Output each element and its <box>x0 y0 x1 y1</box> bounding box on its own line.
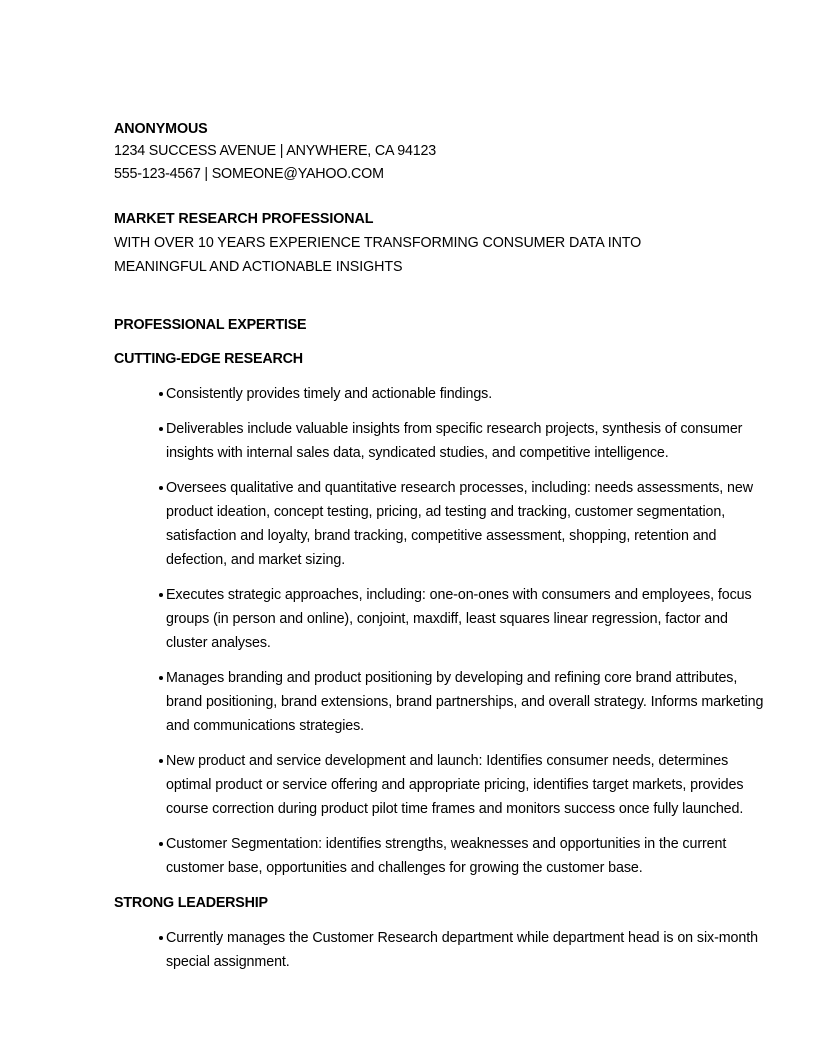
list-item: Consistently provides timely and actionable findings. <box>114 382 766 406</box>
contact-address: 1234 SUCCESS AVENUE | ANYWHERE, CA 94123 <box>114 143 437 159</box>
list-item: Currently manages the Customer Research department while department head is on six-month special assignment. <box>114 926 766 974</box>
list-item: Deliverables include valuable insights from specific research projects, synthesis of consumer insights with internal sales data, syndicated studies, and competitive intelligence. <box>114 417 766 465</box>
subsection-title-cutting-edge-research: CUTTING-EDGE RESEARCH <box>114 351 303 367</box>
list-item: Manages branding and product positioning by developing and refining core brand attributes, brand positioning, brand extensions, brand partnerships, and overall strategy. Informs marketing and communications strategies. <box>114 666 766 738</box>
candidate-name: ANONYMOUS <box>114 121 208 137</box>
list-item: Customer Segmentation: identifies strengths, weaknesses and opportunities in the current customer base, opportunities and challenges for growing the customer base. <box>114 832 766 880</box>
list-item: Oversees qualitative and quantitative research processes, including: needs assessments, new product ideation, concept testing, pricing, ad testing and tracking, customer segmentation, satisfaction and loyalty, brand tracking, competitive assessment, shopping, retention and defection, and market sizing. <box>114 476 766 572</box>
strong-leadership-bullets <box>114 926 758 974</box>
contact-phone-email: 555-123-4567 | SOMEONE@YAHOO.COM <box>114 166 384 182</box>
list-item: New product and service development and launch: Identifies consumer needs, determines optimal product or service offering and appropriate pricing, identifies target markets, provides course correction during product pilot time frames and monitors success once fully launched. <box>114 749 766 821</box>
subsection-title-strong-leadership: STRONG LEADERSHIP <box>114 895 268 911</box>
section-title-professional-expertise: PROFESSIONAL EXPERTISE <box>114 317 307 333</box>
professional-summary: WITH OVER 10 YEARS EXPERIENCE TRANSFORMING CONSUMER DATA INTO MEANINGFUL AND ACTIONABLE INSIGHTS <box>114 235 642 275</box>
cutting-edge-research-bullets <box>114 382 764 880</box>
list-item: Executes strategic approaches, including: one-on-ones with consumers and employees, focus groups (in person and online), conjoint, maxdiff, least squares linear regression, factor and cluster analyses. <box>114 583 766 655</box>
professional-headline: MARKET RESEARCH PROFESSIONAL <box>114 211 374 227</box>
resume-body <box>114 118 764 974</box>
